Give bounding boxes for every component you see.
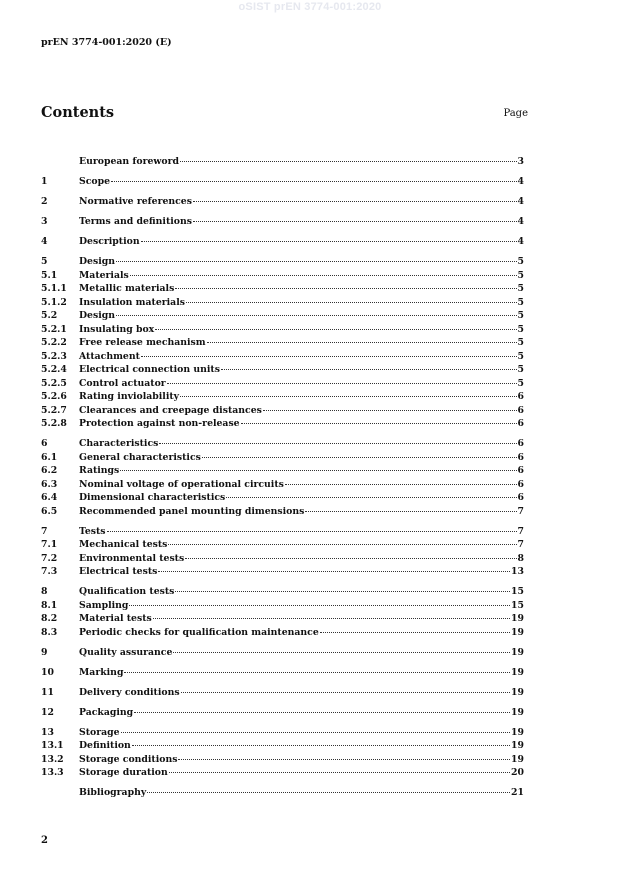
toc-dot-leader — [107, 531, 517, 532]
toc-entry[interactable] — [41, 236, 524, 250]
toc-entry[interactable] — [41, 256, 524, 270]
toc-entry-title: Packaging — [79, 706, 134, 718]
toc-entry-page: 5 — [517, 310, 524, 321]
toc-entry-number: 5.2.8 — [41, 418, 67, 429]
toc-entry-title: Sampling — [79, 599, 129, 611]
toc-entry-title: Bibliography — [79, 787, 147, 798]
toc-entry-title: Marking — [79, 666, 124, 678]
toc-entry-number: 5.2.5 — [41, 377, 67, 389]
toc-entry-title: Attachment — [79, 350, 140, 362]
toc-entry-title: Materials — [79, 269, 129, 281]
toc-entry[interactable] — [41, 613, 524, 627]
toc-entry[interactable] — [41, 465, 524, 479]
toc-entry-title: Quality assurance — [79, 646, 173, 658]
toc-entry-page: 5 — [517, 256, 524, 267]
toc-entry-number: 4 — [41, 236, 48, 247]
toc-entry[interactable] — [41, 627, 524, 641]
toc-dot-leader — [111, 181, 517, 182]
toc-entry-title: Free release mechanism — [79, 337, 206, 348]
toc-dot-leader — [202, 457, 517, 458]
toc-entry-page: 19 — [511, 686, 524, 698]
toc-entry[interactable] — [41, 787, 524, 801]
toc-entry-page: 6 — [517, 438, 524, 449]
toc-entry-number: 9 — [41, 646, 48, 658]
toc-entry-number: 6 — [41, 438, 48, 449]
toc-entry-page: 7 — [517, 539, 524, 550]
toc-entry-page: 4 — [517, 176, 524, 187]
document-id: prEN 3774-001:2020 (E) — [41, 37, 172, 48]
toc-entry-title: Insulation materials — [79, 296, 185, 308]
toc-entry-number: 13.3 — [41, 767, 64, 778]
toc-entry[interactable] — [41, 216, 524, 230]
toc-entry-page: 4 — [517, 196, 524, 207]
toc-entry[interactable] — [41, 492, 524, 506]
toc-entry-number: 8.2 — [41, 613, 58, 624]
toc-dot-leader — [169, 772, 510, 773]
toc-entry-number: 11 — [41, 686, 54, 698]
toc-entry[interactable] — [41, 479, 524, 493]
toc-entry[interactable] — [41, 310, 524, 324]
toc-entry-page: 3 — [517, 156, 524, 167]
toc-entry-number: 6.5 — [41, 505, 58, 517]
toc-entry-title: Ratings — [79, 465, 120, 476]
toc-entry[interactable] — [41, 707, 524, 721]
toc-entry-number: 7.3 — [41, 566, 58, 577]
toc-entry-page: 5 — [517, 269, 524, 281]
toc-entry-title: Rating inviolability — [79, 391, 180, 402]
toc-entry-page: 5 — [517, 283, 524, 294]
toc-dot-leader — [121, 732, 511, 733]
toc-entry-page: 20 — [511, 767, 524, 778]
toc-dot-leader — [180, 396, 516, 397]
toc-entry-page: 5 — [517, 377, 524, 389]
toc-entry-page: 7 — [517, 525, 524, 537]
toc-entry-title: Periodic checks for qualification maintenance — [79, 626, 319, 638]
toc-entry-page: 5 — [517, 296, 524, 308]
toc-entry-number: 8 — [41, 586, 48, 597]
toc-entry-title: Material tests — [79, 613, 152, 624]
toc-entry[interactable] — [41, 283, 524, 297]
toc-dot-leader — [155, 329, 516, 330]
toc-entry-title: Scope — [79, 176, 110, 187]
toc-entry-title: Description — [79, 236, 140, 247]
toc-entry[interactable] — [41, 270, 524, 284]
toc-dot-leader — [178, 759, 510, 760]
toc-entry-number: 6.4 — [41, 492, 58, 503]
toc-entry-title: Control actuator — [79, 377, 166, 389]
toc-entry-page: 6 — [517, 418, 524, 429]
toc-entry-number: 2 — [41, 196, 48, 207]
toc-entry-page: 5 — [517, 350, 524, 362]
toc-entry-title: Design — [79, 310, 116, 321]
toc-entry-number: 7 — [41, 525, 48, 537]
toc-dot-leader — [175, 591, 510, 592]
toc-dot-leader — [129, 605, 510, 606]
toc-entry-page: 21 — [511, 787, 524, 798]
toc-entry-number: 5.2.2 — [41, 337, 67, 348]
toc-entry-number: 6.2 — [41, 465, 58, 476]
toc-dot-leader — [168, 544, 516, 545]
toc-entry[interactable] — [41, 452, 524, 466]
toc-entry[interactable] — [41, 351, 524, 365]
toc-entry-title: Storage conditions — [79, 753, 178, 765]
toc-dot-leader — [207, 342, 517, 343]
toc-entry-page: 4 — [517, 216, 524, 227]
toc-dot-leader — [285, 484, 517, 485]
toc-entry[interactable] — [41, 647, 524, 661]
toc-entry-number: 5.2.1 — [41, 323, 67, 335]
toc-entry[interactable] — [41, 378, 524, 392]
toc-entry-page: 19 — [511, 706, 524, 718]
toc-entry-number: 12 — [41, 706, 54, 718]
toc-entry-number: 5.2.7 — [41, 404, 67, 416]
toc-dot-leader — [153, 618, 510, 619]
toc-entry-number: 3 — [41, 216, 48, 227]
toc-entry[interactable] — [41, 418, 524, 432]
toc-dot-leader — [186, 302, 517, 303]
toc-entry-title: Characteristics — [79, 438, 159, 449]
toc-dot-leader — [124, 672, 510, 673]
toc-entry-number: 5.2.6 — [41, 391, 67, 402]
toc-entry[interactable] — [41, 740, 524, 754]
toc-entry-page: 19 — [511, 740, 524, 751]
toc-dot-leader — [132, 745, 510, 746]
toc-dot-leader — [167, 383, 517, 384]
toc-entry-page: 6 — [517, 478, 524, 490]
toc-entry-page: 5 — [517, 337, 524, 348]
toc-entry-number: 8.3 — [41, 626, 58, 638]
toc-entry[interactable] — [41, 364, 524, 378]
toc-dot-leader — [241, 423, 517, 424]
toc-entry[interactable] — [41, 176, 524, 190]
toc-entry-title: General characteristics — [79, 451, 201, 463]
toc-entry-page: 8 — [517, 552, 524, 564]
toc-entry-title: Insulating box — [79, 323, 155, 335]
toc-entry-number: 7.1 — [41, 539, 58, 550]
toc-dot-leader — [116, 261, 517, 262]
toc-dot-leader — [147, 792, 510, 793]
watermark: oSIST prEN 3774-001:2020 — [238, 1, 382, 13]
toc-dot-leader — [193, 201, 517, 202]
toc-entry[interactable] — [41, 526, 524, 540]
toc-dot-leader — [141, 241, 517, 242]
toc-dot-leader — [120, 470, 516, 471]
toc-entry[interactable] — [41, 324, 524, 338]
table-of-contents — [41, 156, 524, 801]
toc-dot-leader — [180, 161, 517, 162]
toc-entry-page: 6 — [517, 451, 524, 463]
toc-dot-leader — [134, 712, 510, 713]
toc-entry[interactable] — [41, 506, 524, 520]
page-column-label: Page — [503, 108, 528, 119]
toc-entry-number: 7.2 — [41, 552, 58, 564]
toc-entry-page: 5 — [517, 323, 524, 335]
toc-entry-page: 6 — [517, 492, 524, 503]
toc-entry-title: Delivery conditions — [79, 686, 180, 698]
toc-entry-number: 6.1 — [41, 451, 58, 463]
toc-entry-number: 5.2.4 — [41, 364, 67, 375]
page-number: 2 — [41, 835, 48, 846]
toc-entry-title: Qualification tests — [79, 586, 175, 597]
toc-entry-page: 19 — [511, 666, 524, 678]
toc-entry-title: Storage — [79, 726, 120, 738]
toc-entry-title: Electrical tests — [79, 566, 158, 577]
toc-entry[interactable] — [41, 687, 524, 701]
toc-entry-number: 5.1 — [41, 269, 58, 281]
toc-entry-page: 7 — [517, 505, 524, 517]
toc-entry-title: Definition — [79, 740, 131, 751]
toc-entry-number: 13.1 — [41, 740, 64, 751]
toc-entry[interactable] — [41, 566, 524, 580]
toc-entry-title: Tests — [79, 525, 106, 537]
toc-entry[interactable] — [41, 391, 524, 405]
toc-entry-page: 4 — [517, 236, 524, 247]
toc-entry[interactable] — [41, 438, 524, 452]
toc-entry-title: Storage duration — [79, 767, 168, 778]
toc-entry-title: Mechanical tests — [79, 539, 168, 550]
toc-entry-number: 13 — [41, 726, 54, 738]
toc-entry-page: 19 — [511, 646, 524, 658]
toc-dot-leader — [226, 497, 516, 498]
toc-entry-number: 1 — [41, 176, 48, 187]
toc-entry-title: Recommended panel mounting dimensions — [79, 505, 305, 517]
toc-entry-title: Protection against non-release — [79, 418, 240, 429]
toc-dot-leader — [181, 692, 510, 693]
toc-entry-page: 19 — [511, 626, 524, 638]
toc-dot-leader — [305, 511, 516, 512]
toc-entry[interactable] — [41, 600, 524, 614]
toc-dot-leader — [320, 632, 510, 633]
toc-entry-number: 8.1 — [41, 599, 58, 611]
toc-entry[interactable] — [41, 539, 524, 553]
toc-entry[interactable] — [41, 667, 524, 681]
toc-entry-number: 5 — [41, 256, 48, 267]
toc-entry-page: 19 — [511, 613, 524, 624]
toc-entry-title: Metallic materials — [79, 283, 175, 294]
toc-entry[interactable] — [41, 586, 524, 600]
toc-entry-number: 5.2.3 — [41, 350, 67, 362]
toc-entry[interactable] — [41, 337, 524, 351]
toc-entry-title: Dimensional characteristics — [79, 492, 226, 503]
toc-entry-page: 15 — [511, 586, 524, 597]
toc-entry-title: Terms and definitions — [79, 216, 192, 227]
toc-dot-leader — [159, 443, 516, 444]
toc-entry-title: Environmental tests — [79, 552, 185, 564]
toc-entry-title: Design — [79, 256, 116, 267]
toc-entry[interactable] — [41, 754, 524, 768]
toc-entry-number: 5.1.2 — [41, 296, 67, 308]
toc-dot-leader — [116, 315, 517, 316]
toc-entry-page: 19 — [511, 726, 524, 738]
toc-entry[interactable] — [41, 767, 524, 781]
toc-entry-title: European foreword — [79, 156, 179, 167]
toc-dot-leader — [141, 356, 517, 357]
toc-entry-number: 6.3 — [41, 478, 58, 490]
toc-entry-page: 6 — [517, 391, 524, 402]
toc-entry[interactable] — [41, 156, 524, 170]
toc-entry-page: 19 — [511, 753, 524, 765]
toc-entry-number: 5.2 — [41, 310, 58, 321]
toc-entry[interactable] — [41, 405, 524, 419]
toc-entry-page: 13 — [511, 566, 524, 577]
toc-entry[interactable] — [41, 196, 524, 210]
toc-entry-number: 5.1.1 — [41, 283, 67, 294]
toc-dot-leader — [175, 288, 516, 289]
toc-entry[interactable] — [41, 553, 524, 567]
toc-dot-leader — [185, 558, 516, 559]
toc-entry-title: Normative references — [79, 196, 192, 207]
toc-entry-page: 5 — [517, 364, 524, 375]
toc-dot-leader — [173, 652, 510, 653]
toc-entry[interactable] — [41, 727, 524, 741]
toc-entry-page: 6 — [517, 465, 524, 476]
toc-entry-number: 13.2 — [41, 753, 64, 765]
toc-dot-leader — [193, 221, 517, 222]
toc-dot-leader — [263, 410, 517, 411]
toc-entry-page: 15 — [511, 599, 524, 611]
toc-dot-leader — [158, 571, 510, 572]
toc-dot-leader — [130, 275, 517, 276]
contents-heading: Contents — [41, 104, 115, 121]
toc-entry-page: 6 — [517, 404, 524, 416]
toc-entry[interactable] — [41, 297, 524, 311]
toc-entry-title: Clearances and creepage distances — [79, 404, 262, 416]
toc-dot-leader — [221, 369, 517, 370]
toc-entry-number: 10 — [41, 666, 54, 678]
toc-entry-title: Electrical connection units — [79, 364, 220, 375]
toc-entry-title: Nominal voltage of operational circuits — [79, 478, 284, 490]
